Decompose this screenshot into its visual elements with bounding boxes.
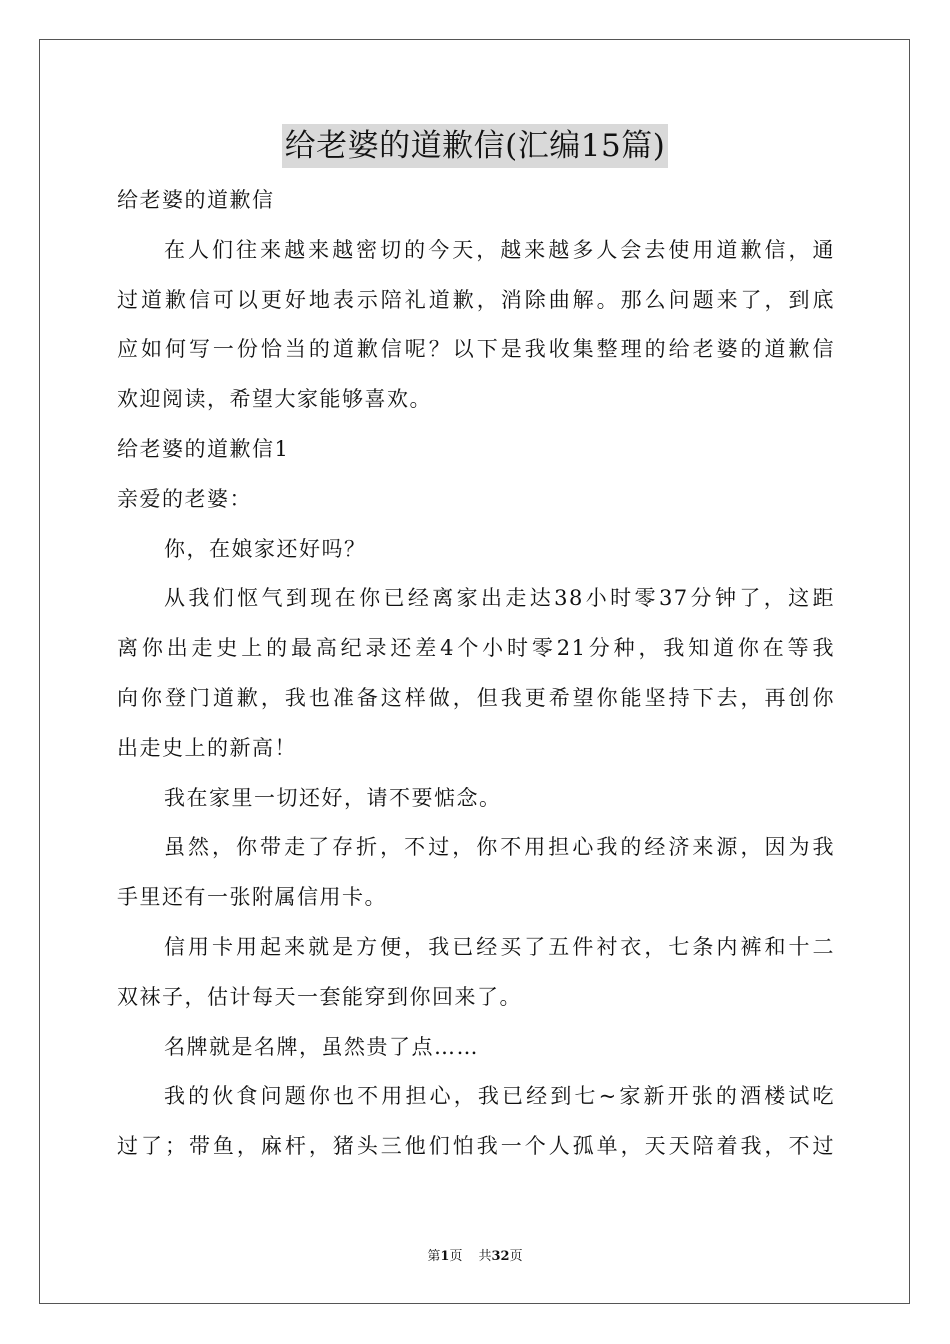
- text-line: 过了；带鱼，麻杆，猪头三他们怕我一个人孤单，天天陪着我，不过: [117, 1134, 835, 1159]
- text-line: 信用卡用起来就是方便，我已经买了五件衬衣，七条内裤和十二: [164, 934, 835, 959]
- text-line: 手里还有一张附属信用卡。: [117, 885, 387, 910]
- total-page-count: 32: [491, 1249, 510, 1264]
- text-line: 给老婆的道歉信1: [117, 436, 290, 461]
- page-unit: 页: [449, 1249, 463, 1264]
- document-body: [117, 176, 835, 1172]
- page-footer: [0, 1248, 950, 1266]
- text-line: 离你出走史上的最高纪录还差4个小时零21分种，我知道你在等我: [117, 636, 835, 661]
- text-line: 我在家里一切还好，请不要惦念。: [164, 785, 502, 810]
- text-line: 我的伙食问题你也不用担心，我已经到七~家新开张的酒楼试吃: [164, 1084, 835, 1109]
- text-line: 虽然，你带走了存折，不过，你不用担心我的经济来源，因为我: [164, 835, 835, 860]
- text-line: 过道歉信可以更好地表示陪礼道歉，消除曲解。那么问题来了，到底: [117, 287, 835, 312]
- text-line: 应如何写一份恰当的道歉信呢？以下是我收集整理的给老婆的道歉信: [117, 337, 835, 362]
- total-prefix: 共: [478, 1249, 492, 1264]
- current-page-number: 1: [440, 1249, 450, 1264]
- text-line: 给老婆的道歉信: [117, 188, 275, 212]
- text-line: 双袜子，估计每天一套能穿到你回来了。: [117, 984, 522, 1009]
- document-title: 给老婆的道歉信(汇编15篇): [282, 124, 669, 168]
- text-line: 名牌就是名牌，虽然贵了点……: [164, 1034, 479, 1059]
- page-prefix: 第: [427, 1249, 441, 1264]
- title-container: [0, 124, 950, 168]
- text-line: 欢迎阅读，希望大家能够喜欢。: [117, 387, 432, 412]
- text-line: 从我们怄气到现在你已经离家出走达38小时零37分钟了，这距: [164, 586, 835, 611]
- text-line: 亲爱的老婆：: [117, 486, 252, 511]
- text-line: 在人们往来越来越密切的今天，越来越多人会去使用道歉信，通: [164, 237, 835, 262]
- text-line: 向你登门道歉，我也准备这样做，但我更希望你能坚持下去，再创你: [117, 685, 835, 710]
- text-line: 你，在娘家还好吗？: [164, 536, 367, 561]
- total-unit: 页: [509, 1249, 523, 1264]
- text-line: 出走史上的新高！: [117, 735, 297, 760]
